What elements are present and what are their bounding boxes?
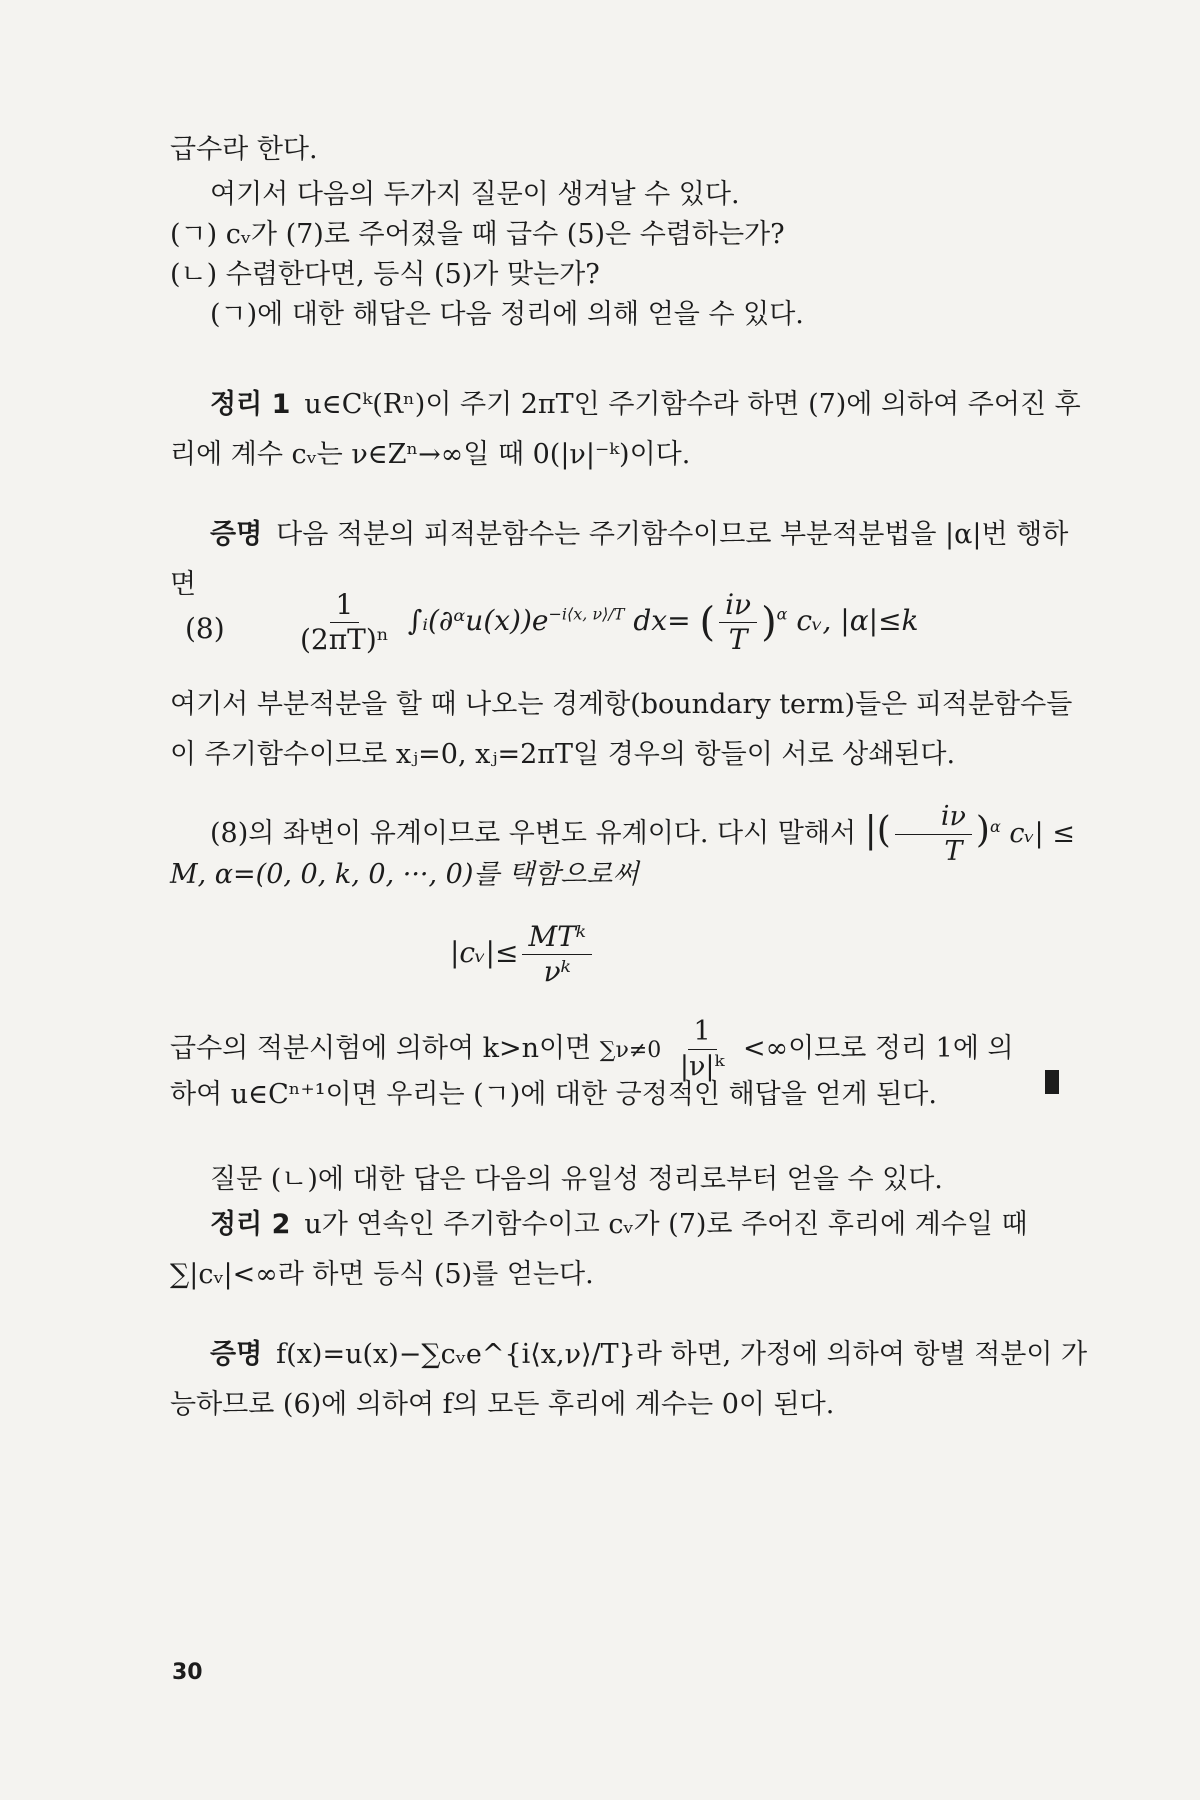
proof-2-label: 증명: [210, 1339, 263, 1370]
eq8-dx: dx=: [633, 604, 691, 637]
equation-9: [450, 920, 596, 989]
proof-1-text: 다음 적분의 피적분함수는 주기함수이므로 부분적분법을 |α|번 행하면: [170, 519, 1069, 600]
question-b: (ㄴ) 수렴한다면, 등식 (5)가 맞는가?: [170, 259, 600, 290]
proof-2: [170, 1330, 1090, 1430]
p3-fraction: $\frac{i\nu}{T}$: [895, 800, 972, 869]
p3-lead: (8)의 좌변이 유계이므로 우변도 유계이다. 다시 말해서: [210, 818, 857, 849]
eq8-integrand: ∫ᵢ(∂ᵅu(x))e: [407, 604, 549, 637]
eq8-rhs-fraction: $\frac{i\nu}{T}$: [719, 588, 757, 657]
theorem-1-label: 정리 1: [210, 389, 291, 420]
paragraph-bounded: (8)의 좌변이 유계이므로 우변도 유계이다. 다시 말해서 |( $\frac{i\nu}{T}$ )$^\alpha$ cᵥ| ≤: [210, 801, 1075, 867]
text-line: (ㄱ)에 대한 해답은 다음 정리에 의해 얻을 수 있다.: [210, 299, 804, 330]
text-line: 급수라 한다.: [170, 134, 318, 165]
p3-tail: cᵥ| ≤: [1009, 818, 1075, 849]
paragraph-question-b: 질문 (ㄴ)에 대한 답은 다음의 유일성 정리로부터 얻을 수 있다.: [210, 1164, 943, 1195]
theorem-1: [170, 380, 1090, 480]
p4-a: 급수의 적분시험에 의하여 k>n이면: [170, 1033, 592, 1064]
theorem-2: [170, 1200, 1090, 1300]
theorem-2-text: u가 연속인 주기함수이고 cᵥ가 (7)로 주어진 후리에 계수일 때 ∑|cᵥ|<∞라 하면 등식 (5)를 얻는다.: [170, 1209, 1028, 1290]
eq9-lhs: |cᵥ|≤: [450, 936, 519, 969]
text-line: 여기서 다음의 두가지 질문이 생겨날 수 있다.: [210, 179, 740, 210]
paragraph-boundary-terms: 여기서 부분적분을 할 때 나오는 경계항(boundary term)들은 피적분함수들이 주기함수이므로 xⱼ=0, xⱼ=2πT일 경우의 항들이 서로 상쇄된다.: [170, 689, 1073, 770]
equation-8-tag: (8): [185, 612, 225, 645]
paragraph-integral-test-line2: 하여 u∈Cⁿ⁺¹이면 우리는 (ㄱ)에 대한 긍정적인 해답을 얻게 된다.: [170, 1079, 937, 1110]
proof-2-text: f(x)=u(x)−∑cᵥe^{i⟨x,ν⟩/T}라 하면, 가정에 의하여 항별 적분이 가능하므로 (6)에 의하여 f의 모든 후리에 계수는 0이 된다.: [170, 1339, 1088, 1420]
equation-8: $\frac{1}{\text{(2πT)ⁿ}}$ $\int ᵢ(\partial ᵅu(x))e^{-i⟨x, \nu⟩/T}$ dx= ( $\frac{i\nu}{T}$ )$^\alpha$ cᵥ, |α|≤k: [290, 588, 919, 657]
p4-fraction: $\frac{1}{\text{|ν|ᵏ}}$: [679, 1016, 725, 1082]
p4-b: <∞이므로 정리 1에 의: [742, 1033, 1014, 1064]
question-a: (ㄱ) cᵥ가 (7)로 주어졌을 때 급수 (5)은 수렴하는가?: [170, 219, 785, 250]
theorem-1-text: u∈Cᵏ(Rⁿ)이 주기 2πT인 주기함수라 하면 (7)에 의하여 주어진 후리에 계수 cᵥ는 ν∈Zⁿ→∞일 때 0(|ν|⁻ᵏ)이다.: [170, 389, 1081, 470]
p4-sum: ∑ν≠0: [599, 1038, 662, 1063]
eq8-tail: cᵥ, |α|≤k: [796, 604, 919, 637]
paragraph-bounded-line2: M, α=(0, 0, k, 0, ···, 0)를 택함으로써: [170, 859, 639, 890]
theorem-2-label: 정리 2: [210, 1209, 291, 1240]
eq8-exponent: −i⟨x, ν⟩/T: [548, 604, 625, 624]
eq8-fraction: $\frac{1}{\text{(2πT)ⁿ}}$: [300, 588, 389, 656]
page-number: 30: [172, 1660, 203, 1685]
proof-1-label: 증명: [210, 519, 263, 550]
eq9-fraction: $\frac{\text{MTᵏ}}{\text{νᵏ}}$: [522, 920, 592, 989]
